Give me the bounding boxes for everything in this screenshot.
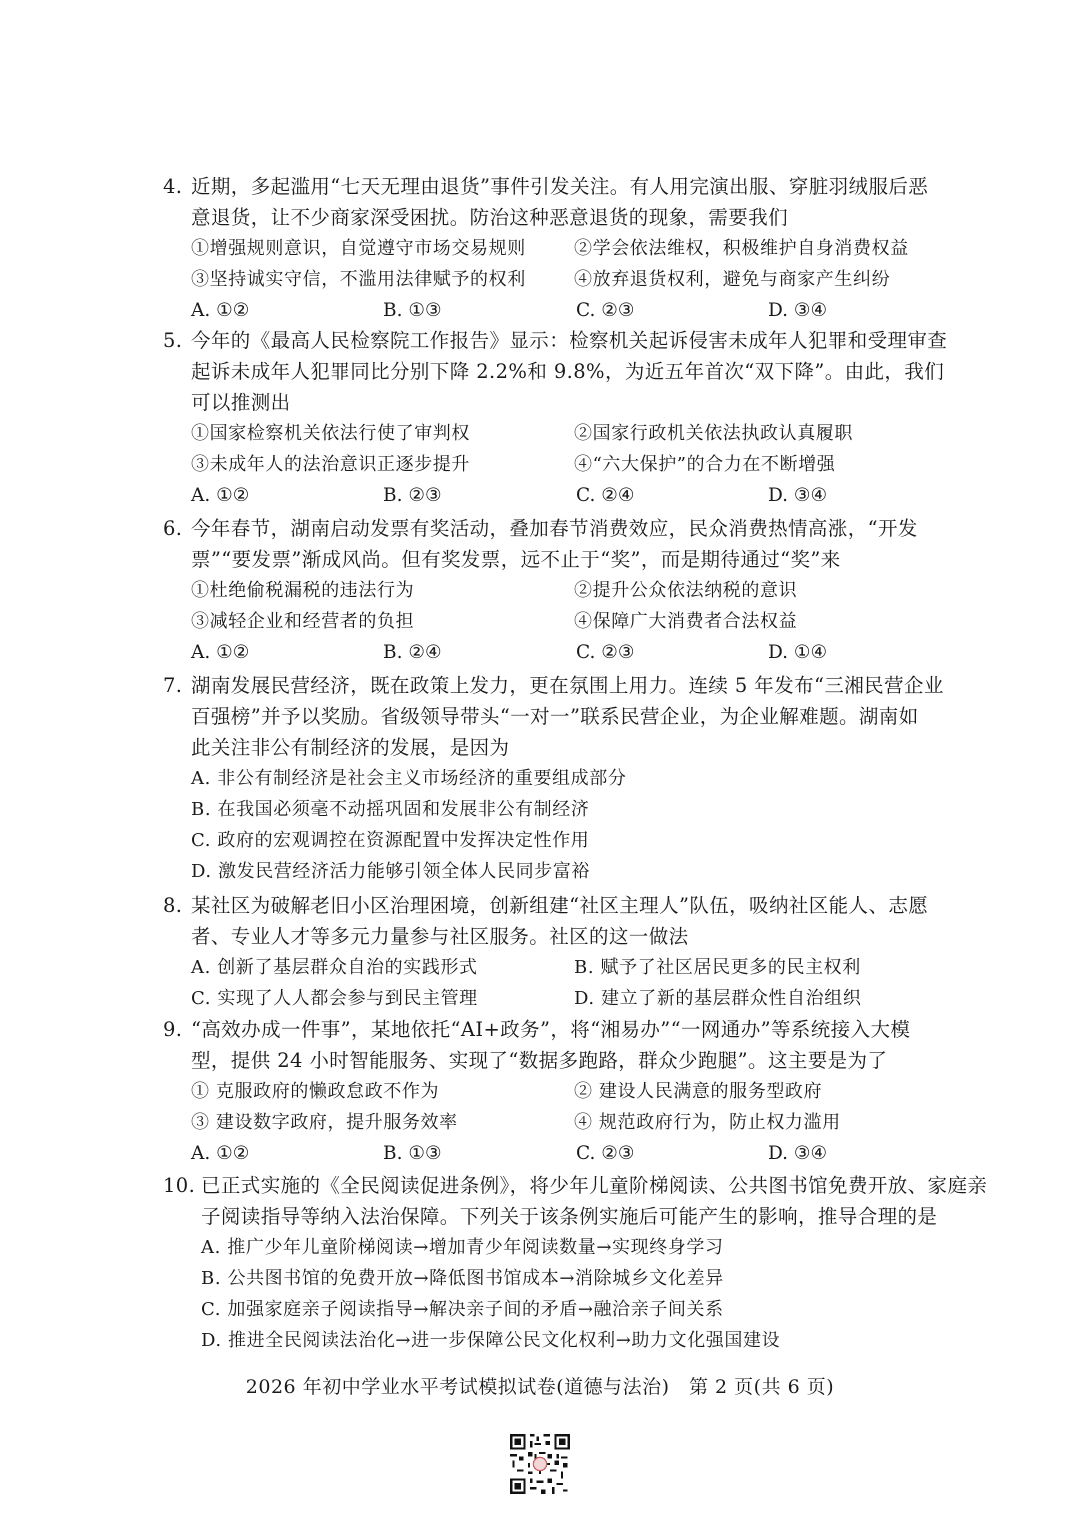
statement-4: ④放弃退货权利，避免与商家产生纠纷 xyxy=(574,269,891,290)
qr-code-icon xyxy=(508,1432,572,1496)
option-d: D. 激发民营经济活力能够引领全体人民同步富裕 xyxy=(191,861,591,882)
answer-choices xyxy=(163,480,963,511)
statement-4: ④ 规范政府行为，防止权力滥用 xyxy=(574,1112,841,1133)
question-number: 8. xyxy=(163,894,183,917)
question-stem-line: 百强榜”并予以奖励。省级领导带头“一对一”联系民营企业，为企业解难题。湖南如 xyxy=(191,705,919,728)
question-stem-line: 已正式实施的《全民阅读促进条例》，将少年儿童阶梯阅读、公共图书馆免费开放、家庭亲 xyxy=(201,1174,988,1197)
question-stem-line: 今年春节，湖南启动发票有奖活动，叠加春节消费效应，民众消费热情高涨，“开发 xyxy=(191,517,918,540)
option-a: A. 创新了基层群众自治的实践形式 xyxy=(191,957,478,978)
choice-d: D. ③④ xyxy=(768,300,828,321)
choice-c: C. ②④ xyxy=(576,485,635,506)
question-stem-line: 意退货，让不少商家深受困扰。防治这种恶意退货的现象，需要我们 xyxy=(191,206,789,229)
option-b: B. 公共图书馆的免费开放→降低图书馆成本→消除城乡文化差异 xyxy=(201,1268,724,1289)
statement-4: ④保障广大消费者合法权益 xyxy=(574,611,798,632)
question-4 xyxy=(163,171,963,326)
statement-1: ①增强规则意识，自觉遵守市场交易规则 xyxy=(191,238,526,259)
statement-2: ②学会依法维权，积极维护自身消费权益 xyxy=(574,238,909,259)
question-stem-line: 今年的《最高人民检察院工作报告》显示：检察机关起诉侵害未成年人犯罪和受理审查 xyxy=(191,329,948,352)
question-7 xyxy=(163,670,963,887)
question-9 xyxy=(163,1014,963,1169)
option-d: D. 推进全民阅读法治化→进一步保障公民文化权利→助力文化强国建设 xyxy=(201,1330,781,1351)
question-number: 6. xyxy=(163,517,183,540)
question-stem-line: 某社区为破解老旧小区治理困境，创新组建“社区主理人”队伍，吸纳社区能人、志愿 xyxy=(191,894,929,917)
statement-2: ②提升公众依法纳税的意识 xyxy=(574,580,798,601)
question-stem-line: 湖南发展民营经济，既在政策上发力，更在氛围上用力。连续 5 年发布“三湘民营企业 xyxy=(191,674,944,697)
question-stem-line: 子阅读指导等纳入法治保障。下列关于该条例实施后可能产生的影响，推导合理的是 xyxy=(201,1205,938,1228)
statement-4: ④“六大保护”的合力在不断增强 xyxy=(574,454,836,475)
choice-b: B. ①③ xyxy=(383,300,442,321)
question-number: 9. xyxy=(163,1018,183,1041)
question-stem-line: 此关注非公有制经济的发展，是因为 xyxy=(191,736,510,759)
choice-c: C. ②③ xyxy=(576,300,635,321)
statement-3: ③ 建设数字政府，提升服务效率 xyxy=(191,1112,458,1133)
choice-b: B. ①③ xyxy=(383,1143,442,1164)
statement-3: ③未成年人的法治意识正逐步提升 xyxy=(191,454,470,475)
option-a: A. 非公有制经济是社会主义市场经济的重要组成部分 xyxy=(191,768,627,789)
question-stem-line: 型，提供 24 小时智能服务、实现了“数据多跑路，群众少跑腿”。这主要是为了 xyxy=(191,1049,888,1072)
answer-choices xyxy=(163,637,963,668)
choice-a: A. ①② xyxy=(191,1143,250,1164)
option-c: C. 加强家庭亲子阅读指导→解决亲子间的矛盾→融洽亲子间关系 xyxy=(201,1299,724,1320)
question-5 xyxy=(163,325,963,511)
question-stem-line: 可以推测出 xyxy=(191,391,291,414)
question-stem-line: 近期，多起滥用“七天无理由退货”事件引发关注。有人用完演出服、穿脏羽绒服后恶 xyxy=(191,175,929,198)
question-10 xyxy=(163,1170,993,1356)
question-stem-line: 起诉未成年人犯罪同比分别下降 2.2%和 9.8%，为近五年首次“双下降”。由此，我们 xyxy=(191,360,945,383)
choice-a: A. ①② xyxy=(191,300,250,321)
question-stem-line: 者、专业人才等多元力量参与社区服务。社区的这一做法 xyxy=(191,925,689,948)
choice-c: C. ②③ xyxy=(576,1143,635,1164)
question-number: 10. xyxy=(163,1174,196,1197)
option-c: C. 政府的宏观调控在资源配置中发挥决定性作用 xyxy=(191,830,590,851)
choice-b: B. ②④ xyxy=(383,642,442,663)
page-footer: 2026 年初中学业水平考试模拟试卷(道德与法治) 第 2 页(共 6 页) xyxy=(245,1376,835,1398)
statement-2: ② 建设人民满意的服务型政府 xyxy=(574,1081,823,1102)
option-b: B. 赋予了社区居民更多的民主权利 xyxy=(574,957,861,978)
statement-1: ① 克服政府的懒政怠政不作为 xyxy=(191,1081,440,1102)
question-6 xyxy=(163,513,963,668)
question-number: 7. xyxy=(163,674,183,697)
question-8 xyxy=(163,890,963,1014)
option-d: D. 建立了新的基层群众性自治组织 xyxy=(574,988,862,1009)
choice-b: B. ②③ xyxy=(383,485,442,506)
choice-a: A. ①② xyxy=(191,642,250,663)
option-b: B. 在我国必须毫不动摇巩固和发展非公有制经济 xyxy=(191,799,590,820)
option-a: A. 推广少年儿童阶梯阅读→增加青少年阅读数量→实现终身学习 xyxy=(201,1237,724,1258)
question-stem-line: “高效办成一件事”，某地依托“AI+政务”，将“湘易办”“一网通办”等系统接入大模 xyxy=(191,1018,911,1041)
question-stem-line: 票”“要发票”渐成风尚。但有奖发票，远不止于“奖”，而是期待通过“奖”来 xyxy=(191,548,841,571)
statement-1: ①国家检察机关依法行使了审判权 xyxy=(191,423,470,444)
choice-d: D. ③④ xyxy=(768,1143,828,1164)
question-number: 4. xyxy=(163,175,183,198)
statement-1: ①杜绝偷税漏税的违法行为 xyxy=(191,580,415,601)
statement-3: ③减轻企业和经营者的负担 xyxy=(191,611,415,632)
choice-d: D. ③④ xyxy=(768,485,828,506)
statement-2: ②国家行政机关依法执政认真履职 xyxy=(574,423,853,444)
choice-a: A. ①② xyxy=(191,485,250,506)
answer-choices xyxy=(163,295,963,326)
choice-c: C. ②③ xyxy=(576,642,635,663)
statement-3: ③坚持诚实守信，不滥用法律赋予的权利 xyxy=(191,269,526,290)
answer-choices xyxy=(163,1138,963,1169)
option-c: C. 实现了人人都会参与到民主管理 xyxy=(191,988,478,1009)
question-number: 5. xyxy=(163,329,183,352)
choice-d: D. ①④ xyxy=(768,642,828,663)
